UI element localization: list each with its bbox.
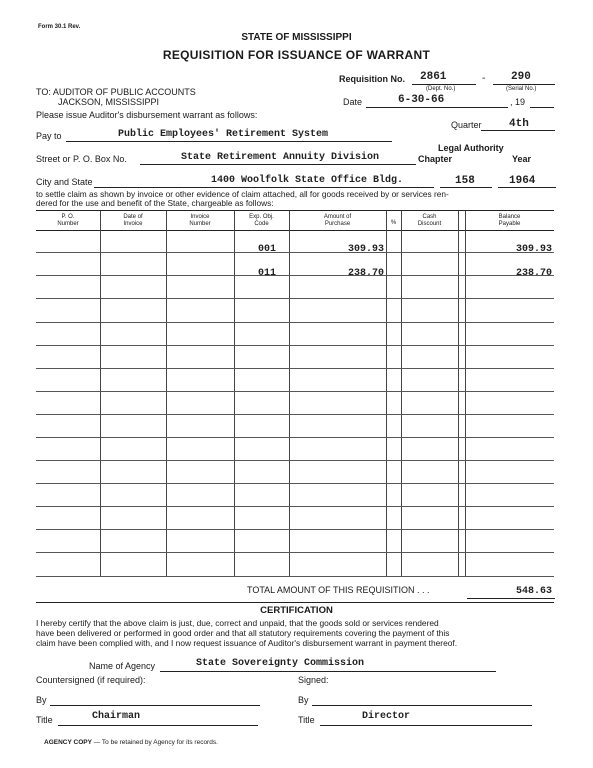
year-value: 1964	[509, 175, 536, 187]
chapter-label: Chapter	[418, 154, 453, 164]
certification-line-2: have been delivered or performed in good order and that all statutory requirements covering the payment of this	[36, 628, 450, 638]
requisition-serial-no: 290	[511, 71, 531, 83]
header-percent: %	[390, 220, 397, 226]
form-title: REQUISITION FOR ISSUANCE OF WARRANT	[162, 48, 431, 62]
table-row-balance: 309.93	[515, 244, 552, 255]
dept-no-caption: (Dept. No.)	[426, 86, 456, 92]
to-line-2: JACKSON, MISSISSIPPI	[58, 97, 160, 107]
table-row-amount: 238.70	[347, 268, 384, 279]
footer-note: AGENCY COPY — To be retained by Agency for its records.	[44, 739, 218, 746]
legal-authority-label: Legal Authority	[438, 143, 504, 153]
serial-no-caption: (Serial No.)	[506, 86, 537, 92]
quarter-value: 4th	[509, 118, 529, 130]
quarter-label: Quarter	[451, 120, 482, 130]
header-invoice-number: Invoice Number	[189, 214, 211, 227]
certification-line-1: I hereby certify that the above claim is just, due, correct and unpaid, that the goods sold or services rendered	[36, 618, 439, 628]
table-row-code: 011	[258, 268, 277, 279]
header-cash-discount: Cash Discount	[417, 214, 442, 227]
street-value: State Retirement Annuity Division	[181, 152, 380, 163]
header-balance: Balance Payable	[498, 214, 521, 227]
left-title-value: Chairman	[92, 711, 141, 722]
pay-to-value: Public Employees' Retirement System	[118, 129, 329, 140]
date-year-suffix: , 19	[510, 97, 526, 107]
signed-label: Signed:	[298, 675, 329, 685]
settle-text-2: dered for the use and benefit of the State, chargeable as follows:	[36, 198, 274, 208]
to-line-1: TO: AUDITOR OF PUBLIC ACCOUNTS	[36, 87, 196, 97]
requisition-dept-no: 2861	[420, 71, 447, 83]
header-invoice-date: Date of Invoice	[123, 214, 143, 227]
form-number: Form 30.1 Rev.	[38, 24, 81, 30]
certification-line-3: claim have been complied with, and I now request issuance of Auditor's disbursement warrant in payment thereof.	[36, 638, 458, 648]
agency-value: State Sovereignty Commission	[196, 658, 365, 669]
right-by-label: By	[298, 695, 309, 705]
right-title-value: Director	[362, 711, 411, 722]
certification-title: CERTIFICATION	[260, 605, 333, 616]
requisition-dash: -	[482, 73, 486, 84]
instruction-text: Please issue Auditor's disbursement warrant as follows:	[36, 110, 258, 120]
street-label: Street or P. O. Box No.	[36, 154, 127, 164]
header-po: P. O. Number	[57, 214, 79, 227]
right-title-label: Title	[298, 715, 315, 725]
total-value: 548.63	[515, 586, 552, 597]
header-exp-code: Exp. Obj. Code	[249, 214, 274, 227]
requisition-label: Requisition No.	[339, 74, 405, 84]
countersigned-label: Countersigned (if required):	[36, 675, 146, 685]
total-label: TOTAL AMOUNT OF THIS REQUISITION . . .	[247, 585, 430, 595]
pay-to-label: Pay to	[36, 131, 62, 141]
left-title-label: Title	[36, 715, 53, 725]
table-row-amount: 309.93	[347, 244, 384, 255]
date-label: Date	[343, 97, 363, 107]
chapter-value: 158	[455, 175, 475, 187]
date-value: 6-30-66	[398, 94, 445, 106]
settle-text-1: to settle claim as shown by invoice or other evidence of claim attached, all for goods received by or services ren-	[36, 189, 449, 199]
city-label: City and State	[36, 177, 93, 187]
left-by-label: By	[36, 695, 47, 705]
state-title: STATE OF MISSISSIPPI	[241, 32, 352, 43]
table-row-code: 001	[258, 244, 277, 255]
year-label: Year	[512, 154, 532, 164]
agency-label: Name of Agency	[89, 661, 156, 671]
city-value: 1400 Woolfolk State Office Bldg.	[211, 175, 404, 186]
table-row-balance: 238.70	[515, 268, 552, 279]
header-amount: Amount of Purchase	[323, 214, 352, 227]
